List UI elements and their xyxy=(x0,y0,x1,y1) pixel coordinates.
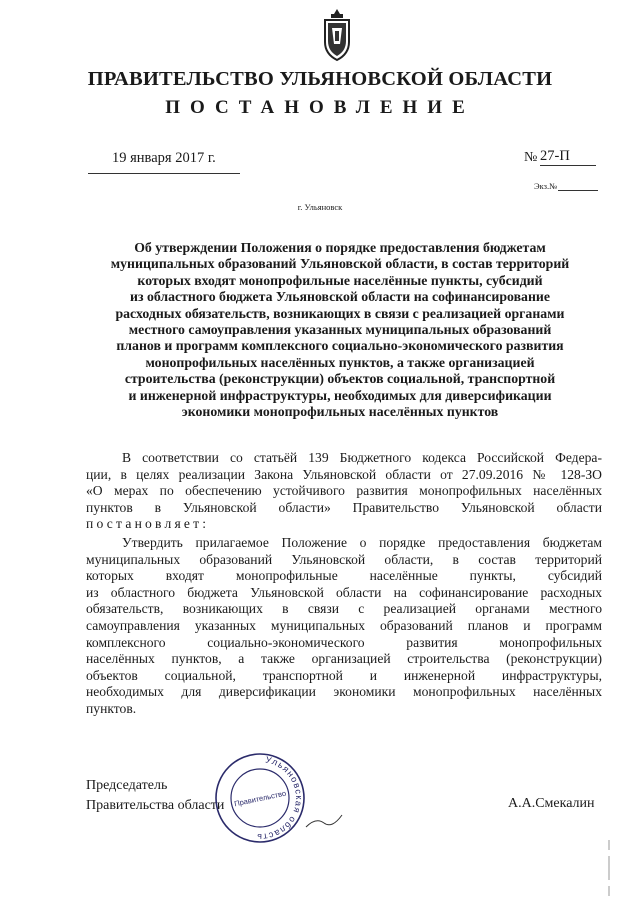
document-type: ПОСТАНОВЛЕНИЕ xyxy=(165,97,475,118)
heading-line: муниципальных образований Ульяновской области, в состав территорий xyxy=(110,256,570,272)
heading-line: монопрофильных населённых пунктов, а также организацией xyxy=(145,354,535,370)
paragraph-line: объектов социальной, транспортной и инженерной инфраструктуры, xyxy=(86,667,602,683)
paragraph-line: Утвердить прилагаемое Положение о порядке предоставления бюджетам xyxy=(122,535,602,550)
heading-line: которых входят монопрофильные населённые пункты, субсидий xyxy=(137,272,543,288)
resolution-paragraph xyxy=(86,535,602,718)
paragraph-line: населённых пунктов, а также организацией строительства (реконструкции) xyxy=(86,651,602,667)
paragraph-line: самоуправления указанных муниципальных образований планов и программ xyxy=(86,617,602,633)
paragraph-line: из областного бюджета Ульяновской области на софинансирование расходных xyxy=(86,584,602,600)
heading-line: Об утверждении Положения о порядке предоставления бюджетам xyxy=(134,240,546,255)
signatory-name: А.А.Смекалин xyxy=(508,796,595,811)
heading-line: расходных обязательств, возникающих в связи с реализацией органами xyxy=(115,305,565,321)
heading-line: и инженерной инфраструктуры, необходимых для диверсификации xyxy=(128,387,552,403)
scan-edge-mark xyxy=(606,840,612,900)
document-number: 27-П xyxy=(540,148,596,166)
city: г. Ульяновск xyxy=(297,202,343,212)
paragraph-line: пунктов в Ульяновской области» Правительство Ульяновской области xyxy=(86,499,602,515)
paragraph-line: комплексного социально-экономического развития монопрофильных xyxy=(86,634,602,650)
svg-text:Ульяновская область: Ульяновская область xyxy=(255,754,305,843)
copy-number-label: Экз.№ xyxy=(534,181,558,191)
paragraph-line: ции, в целях реализации Закона Ульяновской области от 27.09.2016 № 128-ЗО xyxy=(86,466,602,482)
heading-line: экономики монопрофильных населённых пунктов xyxy=(181,404,499,420)
document-heading xyxy=(84,240,596,420)
number-label: № xyxy=(524,150,538,165)
paragraph-line: необходимых для диверсификации экономики монопрофильных населённых xyxy=(86,684,602,700)
government-title: ПРАВИТЕЛЬСТВО УЛЬЯНОВСКОЙ ОБЛАСТИ xyxy=(87,68,553,90)
paragraph-line: муниципальных образований Ульяновской области, в состав территорий xyxy=(86,551,602,567)
heading-line: местного самоуправления указанных муниципальных образований xyxy=(128,322,552,338)
copy-number-underline xyxy=(558,190,598,191)
official-stamp xyxy=(214,752,306,844)
heading-line: из областного бюджета Ульяновской области на софинансирование xyxy=(130,289,550,305)
preamble-paragraph xyxy=(86,450,602,533)
paragraph-line: В соответствии со статьёй 139 Бюджетного кодекса Российской Федера- xyxy=(122,450,602,465)
document-date: 19 января 2017 г. xyxy=(112,150,216,166)
date-underline xyxy=(88,173,240,174)
paragraph-line: «О мерах по обеспечению устойчивого развития монопрофильных населённых xyxy=(86,483,602,499)
signatory-position xyxy=(86,776,224,816)
paragraph-line: пунктов. xyxy=(86,700,137,716)
paragraph-line: которых входят монопрофильные населённые пункты, субсидий xyxy=(86,568,602,584)
paragraph-line: постановляет: xyxy=(86,516,210,532)
position-line: Председатель xyxy=(86,778,168,793)
position-line: Правительства области xyxy=(86,798,225,813)
coat-of-arms-icon xyxy=(322,8,352,62)
heading-line: строительства (реконструкции) объектов социальной, транспортной xyxy=(124,371,556,387)
signature-scribble xyxy=(304,805,344,835)
heading-line: планов и программ комплексного социально-экономического развития xyxy=(116,338,564,354)
svg-text:Правительство: Правительство xyxy=(233,788,287,809)
paragraph-line: обязательств, возникающих в связи с реализацией органами местного xyxy=(86,601,602,617)
